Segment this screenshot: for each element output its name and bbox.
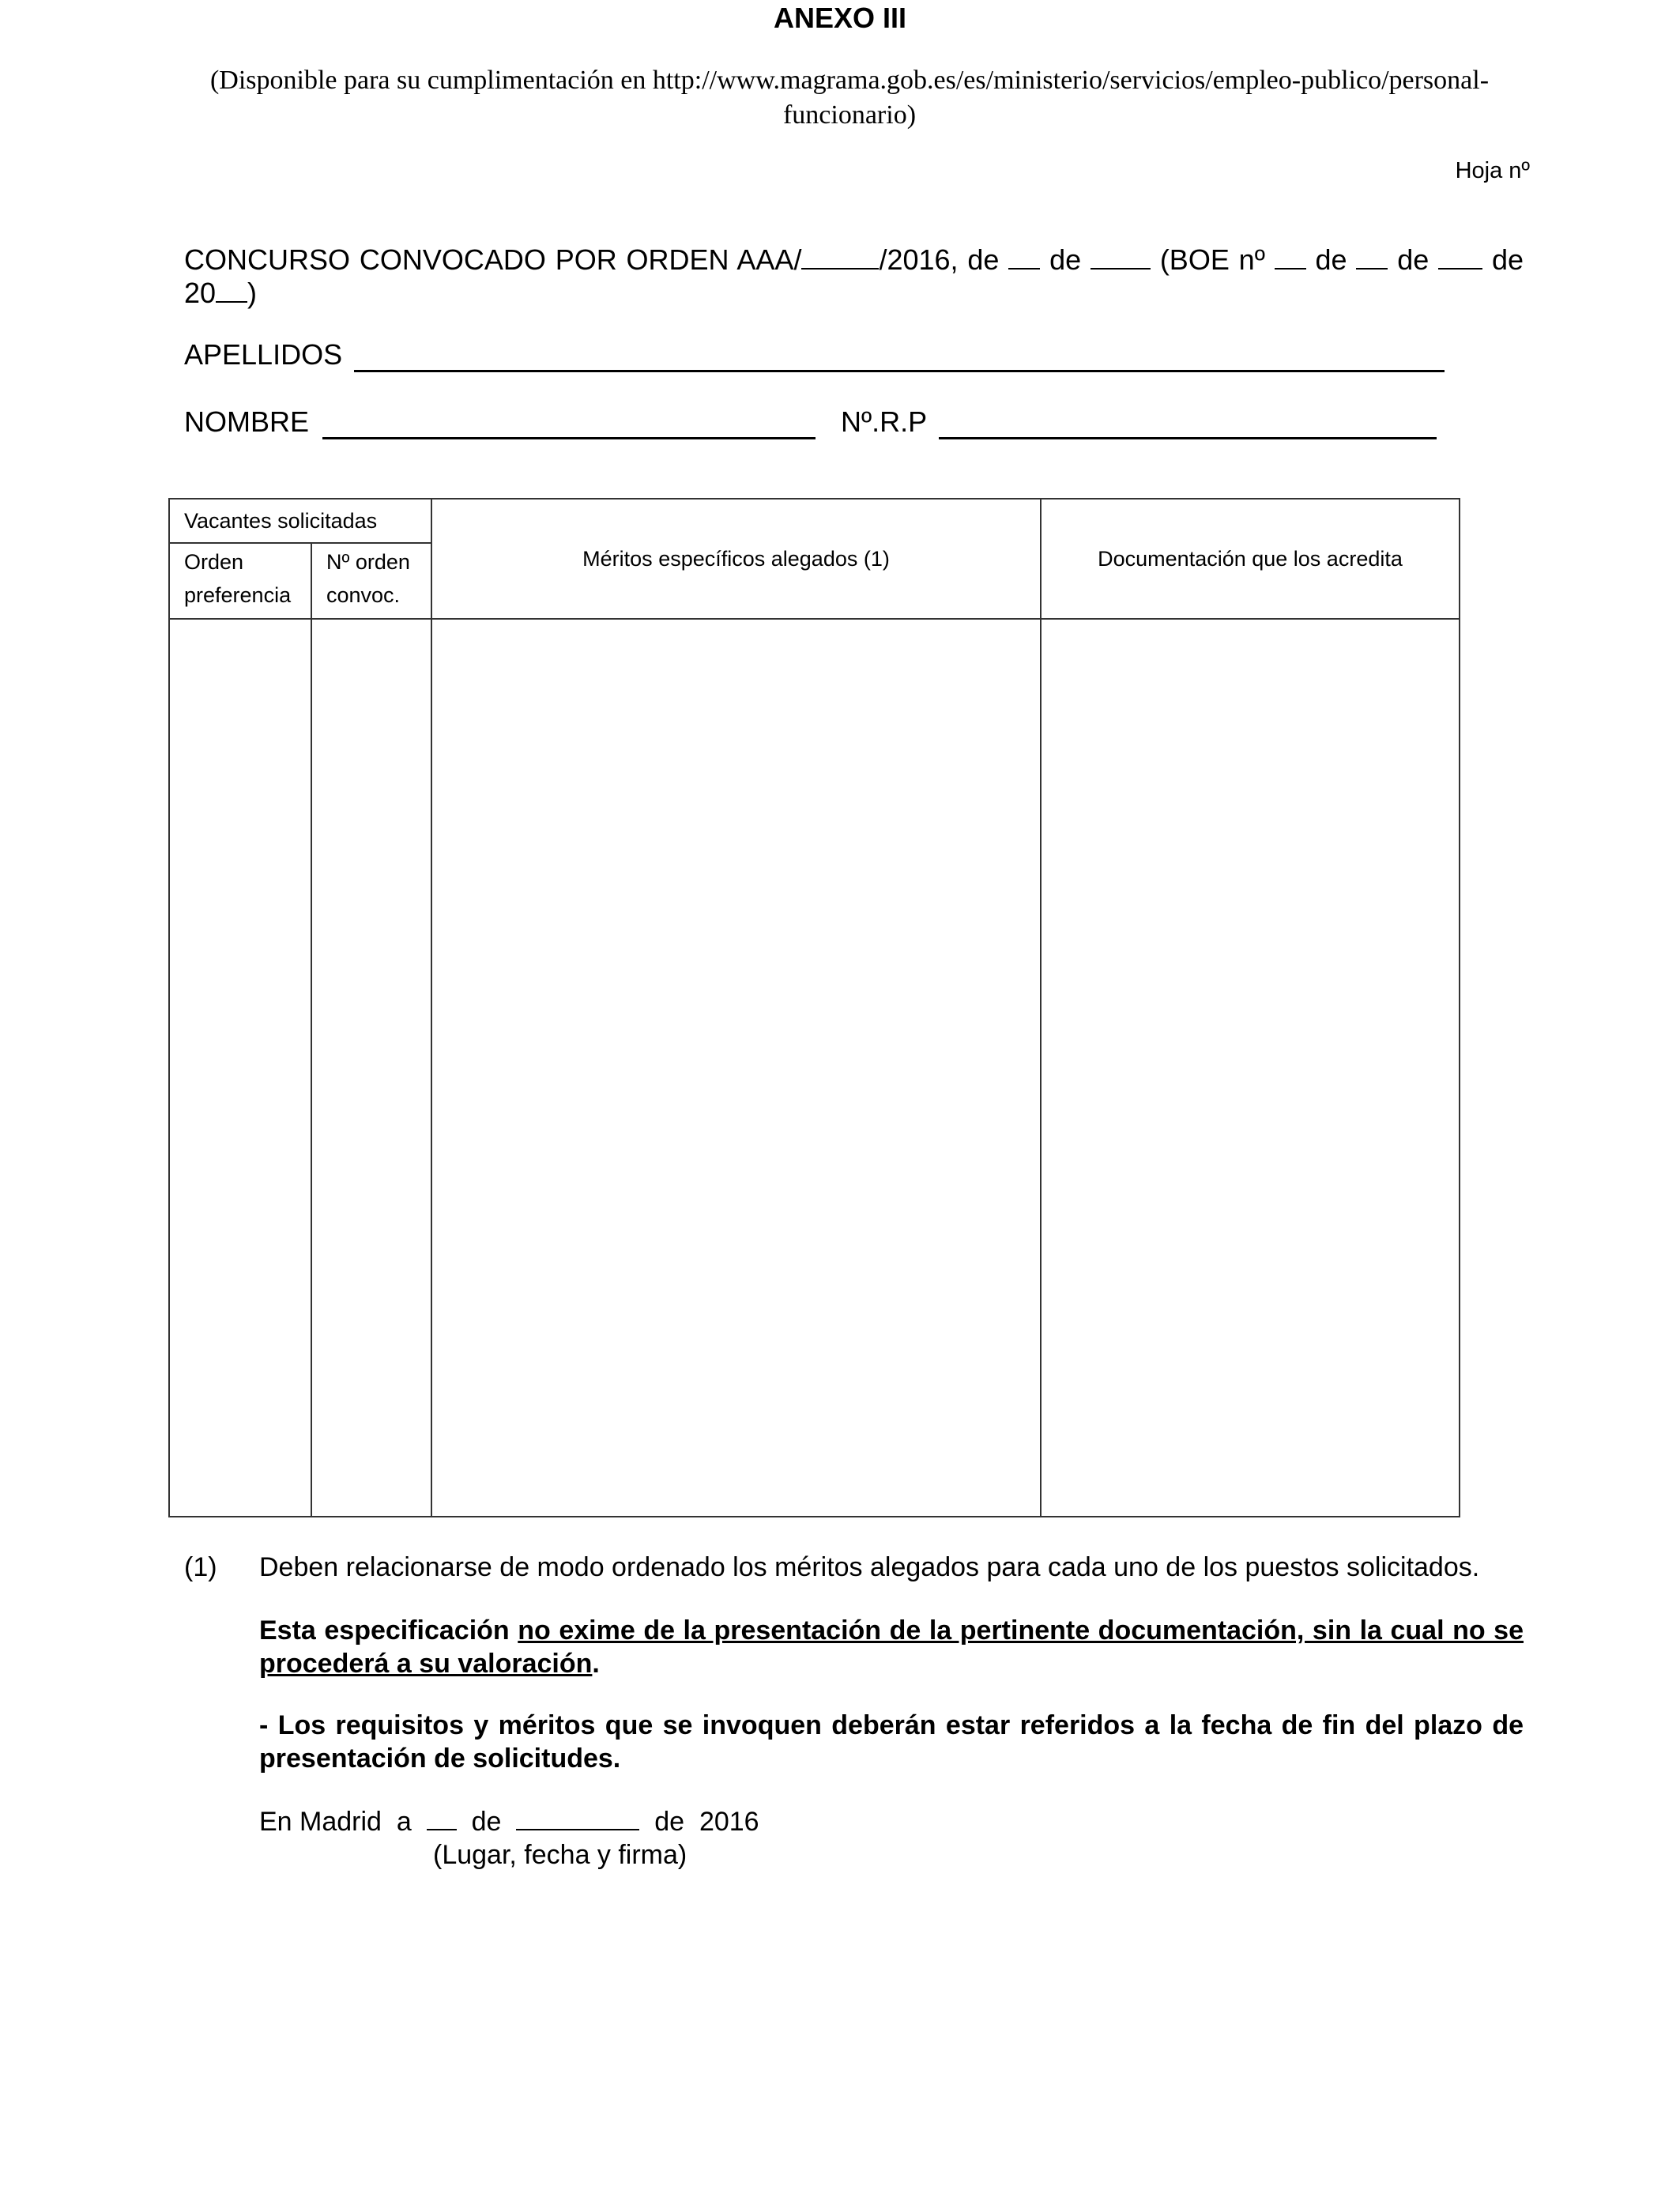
documentation-column-header: Documentación que los acredita: [1041, 499, 1460, 619]
footnote-text: Deben relacionarse de modo ordenado los méritos alegados para cada uno de los puestos solicitados.: [259, 1552, 1480, 1582]
concurso-text-3: de: [1040, 243, 1090, 276]
convocation-order-header: [311, 543, 431, 619]
concurso-text-5: de: [1305, 243, 1357, 276]
merits-table: [168, 498, 1460, 1517]
order-day-blank[interactable]: [1008, 244, 1040, 270]
de-text-2: de: [654, 1807, 685, 1837]
place-text: En Madrid a: [259, 1807, 412, 1837]
nrp-input-line[interactable]: [939, 413, 1437, 439]
surname-label: APELLIDOS: [184, 338, 343, 371]
footnote-number: (1): [184, 1552, 217, 1582]
concurso-text-1: CONCURSO CONVOCADO POR ORDEN AAA/: [184, 243, 802, 276]
vacancies-group-header: Vacantes solicitadas: [169, 499, 431, 543]
convocation-order-line-1: Nº orden: [326, 550, 410, 574]
signature-day-blank[interactable]: [427, 1805, 457, 1830]
order-number-blank[interactable]: [801, 244, 879, 270]
concurso-text-8: ): [247, 277, 258, 309]
warning-end: .: [592, 1649, 600, 1679]
order-preference-line-1: Orden: [184, 550, 244, 574]
convocation-order-line-2: convoc.: [326, 583, 401, 607]
concurso-text-4: (BOE nº: [1150, 243, 1275, 276]
document-title: ANEXO III: [773, 2, 907, 34]
boe-day-blank[interactable]: [1356, 244, 1388, 270]
nrp-label: Nº.R.P: [841, 405, 928, 438]
documentation-cell[interactable]: [1041, 619, 1460, 1517]
concurso-text-7: de 20: [184, 243, 1524, 309]
order-month-blank[interactable]: [1090, 244, 1151, 270]
boe-month-blank[interactable]: [1438, 244, 1482, 270]
concurso-line: [184, 243, 1524, 310]
requirements-note: - Los requisitos y méritos que se invoquen deberán estar referidos a la fecha de fin del plazo de presentación de solicitudes.: [259, 1710, 1524, 1774]
merits-cell[interactable]: [431, 619, 1041, 1517]
boe-number-blank[interactable]: [1275, 244, 1306, 270]
order-preference-header: [169, 543, 311, 619]
sheet-number-label: Hoja nº: [1455, 158, 1530, 183]
warning-start: Esta especificación: [259, 1615, 518, 1646]
signature-year: 2016: [699, 1807, 759, 1837]
order-preference-line-2: preferencia: [184, 583, 292, 607]
concurso-text-6: de: [1388, 243, 1439, 276]
de-text-1: de: [471, 1807, 502, 1837]
order-preference-cell[interactable]: [169, 619, 311, 1517]
merits-column-header: Méritos específicos alegados (1): [431, 499, 1041, 619]
boe-year-blank[interactable]: [216, 277, 247, 303]
concurso-text-2: /2016, de: [879, 243, 1009, 276]
name-input-line[interactable]: [322, 413, 816, 439]
signature-month-blank[interactable]: [516, 1805, 639, 1830]
documentation-warning: [259, 1614, 1524, 1680]
surname-input-line[interactable]: [354, 346, 1445, 372]
convocation-order-cell[interactable]: [311, 619, 431, 1517]
signature-date-line: [259, 1805, 759, 1838]
availability-note: (Disponible para su cumplimentación en http://www.magrama.gob.es/es/ministerio/servicios/empleo-publico/personal-funcionario): [209, 66, 1490, 130]
warning-underlined: no exime de la presentación de la pertinente documentación, sin la cual no se procederá a su valoración: [259, 1615, 1524, 1679]
name-label: NOMBRE: [184, 405, 310, 438]
signature-caption: (Lugar, fecha y firma): [433, 1840, 687, 1870]
